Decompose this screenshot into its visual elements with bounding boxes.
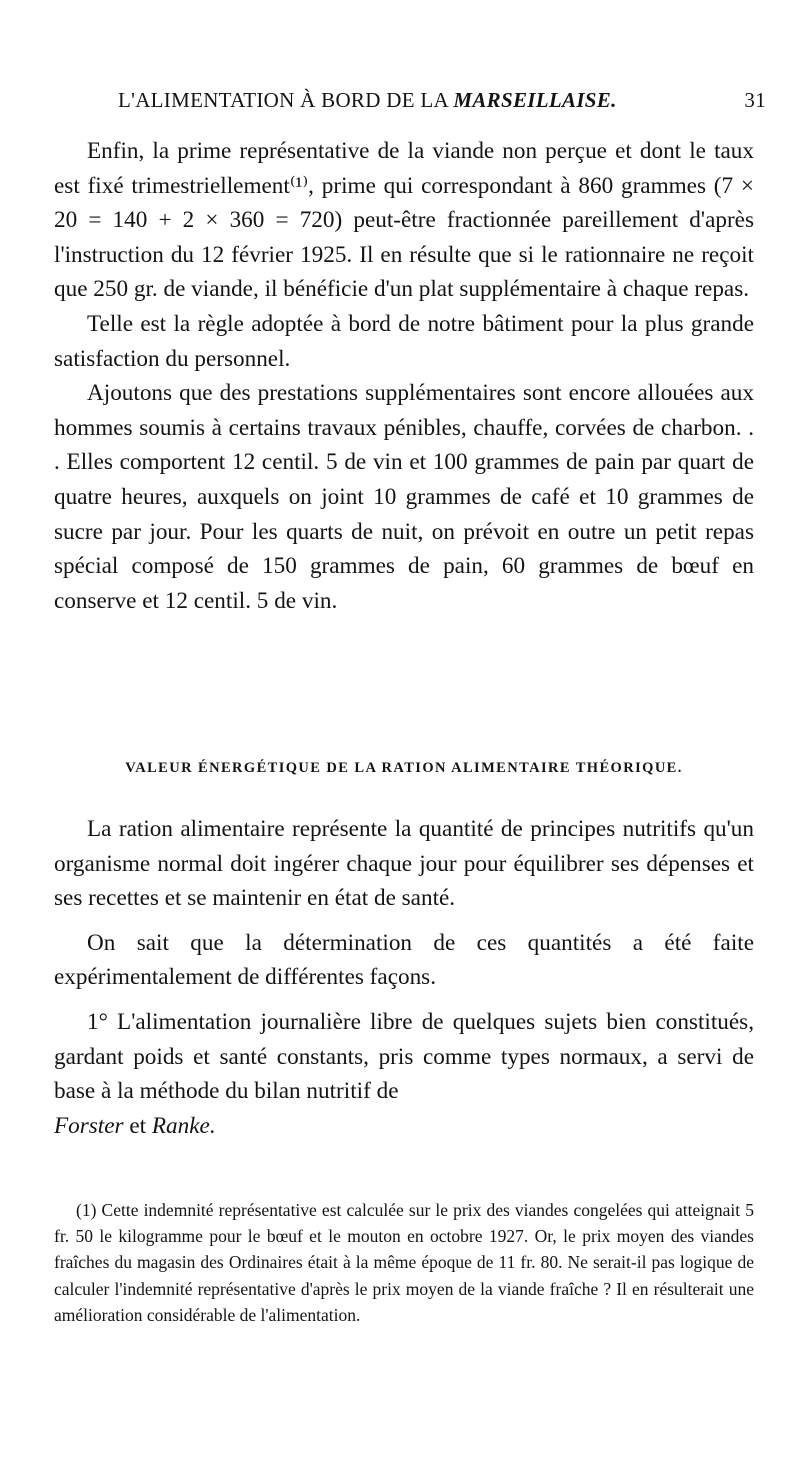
paragraph-methode — [54, 1005, 754, 1143]
body-text-top — [54, 134, 754, 618]
running-header — [118, 88, 766, 113]
section-heading: VALEUR ÉNERGÉTIQUE DE LA RATION ALIMENTAIRE THÉORIQUE. — [125, 760, 683, 776]
paragraph-ration: La ration alimentaire représente la quantité de principes nutritifs qu'un organisme normal doit ingérer chaque jour pour équilibrer ses dépenses et ses recettes et se maintenir en état de santé. — [54, 816, 754, 912]
running-title-text: L'ALIMENTATION À BORD DE LA — [118, 88, 448, 112]
footnote-text: Cette indemnité représentative est calculée sur le prix des viandes congelées qui atteignait 5 fr. 50 le kilogramme pour le bœuf et le mouton en octobre 1927. Or, le prix moyen des viandes fraîches du magasin des Ordinaires était à la même époque de 11 fr. 80. Ne serait-il pas logique de calculer l'indemnité représentative d'après le prix moyen de la viande fraîche ? Il en résulterait une amélioration considérable de l'alimentation. — [54, 1200, 755, 1325]
paragraph-prime-viande: Enfin, la prime représentative de la viande non perçue et dont le taux est fixé trimestriellement⁽¹⁾, prime qui correspondant à 860 grammes (7 × 20 = 140 + 2 × 360 = 720) peut-être fractionnée pareillement d'après l'instruction du 12 février 1925. Il en résulte que si le rationnaire ne reçoit que 250 gr. de viande, il bénéficie d'un plat supplémentaire à chaque repas. — [54, 138, 754, 303]
paragraph-determination: On sait que la détermination de ces quantités a été faite expérimentalement de différentes façons. — [54, 929, 754, 991]
author-forster: Forster — [54, 1112, 124, 1139]
paragraph-methode-text: 1° L'alimentation journalière libre de quelques sujets bien constitués, gardant poids et santé constants, pris comme types normaux, a servi de base à la méthode du bilan nutritif de — [54, 1008, 754, 1105]
footnote — [54, 1197, 754, 1328]
author-conjunction: et — [129, 1112, 147, 1139]
ship-name: MARSEILLAISE. — [453, 88, 617, 112]
body-text-bottom — [54, 812, 754, 1143]
running-title — [118, 88, 617, 113]
footnote-paragraph — [54, 1197, 754, 1328]
paragraph-prestations: Ajoutons que des prestations supplémentaires sont encore allouées aux hommes soumis à certains travaux pénibles, chauffe, corvées de charbon. . . Elles comportent 12 centil. 5 de vin et 100 grammes de pain par quart de quatre heures, auxquels on joint 10 grammes de café et 10 grammes de sucre par jour. Pour les quarts de nuit, on prévoit en outre un petit repas spécial composé de 150 grammes de pain, 60 grammes de bœuf en conserve et 12 centil. 5 de vin. — [54, 380, 754, 614]
page-number: 31 — [744, 88, 766, 112]
paragraph-regle: Telle est la règle adoptée à bord de notre bâtiment pour la plus grande satisfaction du personnel. — [54, 310, 754, 372]
footnote-marker: (1) — [76, 1200, 97, 1220]
author-ranke: Ranke. — [151, 1112, 216, 1139]
